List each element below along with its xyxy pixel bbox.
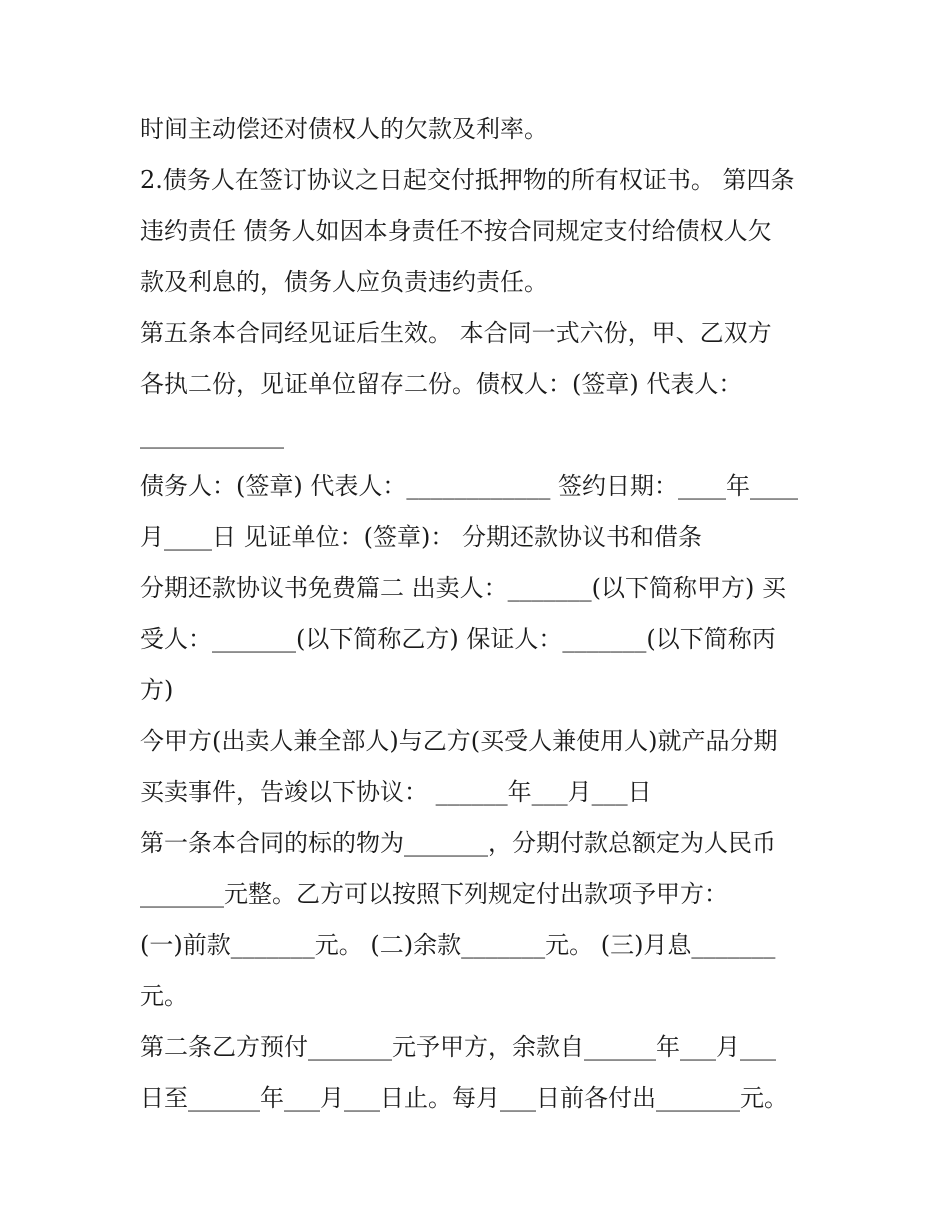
text-line: 买卖事件，告竣以下协议： ______年___月___日 bbox=[140, 778, 652, 806]
text-line: 各执二份，见证单位留存二份。债权人：(签章) 代表人： bbox=[140, 370, 743, 398]
text-line: 2.债务人在签订协议之日起交付抵押物的所有权证书。 第四条 bbox=[140, 166, 795, 194]
text-line: _______元整。乙方可以按照下列规定付出款项予甲方： bbox=[140, 880, 728, 908]
document-body bbox=[140, 104, 810, 1124]
text-line: 第二条乙方预付_______元予甲方，余款自______年___月___ bbox=[140, 1033, 776, 1061]
text-line: 月____日 见证单位：(签章)： 分期还款协议书和借条 bbox=[140, 523, 702, 551]
text-line: 债务人：(签章) 代表人：____________ 签约日期：____年____ bbox=[140, 472, 798, 500]
text-line: 方) bbox=[140, 676, 174, 704]
text-line: 元。 bbox=[140, 982, 188, 1010]
text-line: 第五条本合同经见证后生效。 本合同一式六份，甲、乙双方 bbox=[140, 319, 772, 347]
text-line: 时间主动偿还对债权人的欠款及利率。 bbox=[140, 115, 548, 143]
text-line: 日至______年___月___日止。每月___日前各付出_______元。 bbox=[140, 1084, 788, 1112]
text-line: 受人：_______(以下简称乙方) 保证人：_______(以下简称丙 bbox=[140, 625, 776, 653]
signature-blank-line: ____________ bbox=[140, 421, 284, 449]
text-line: 第一条本合同的标的物为_______，分期付款总额定为人民币 bbox=[140, 829, 776, 857]
text-line: (一)前款_______元。 (二)余款_______元。 (三)月息_______ bbox=[140, 931, 776, 959]
text-line: 分期还款协议书免费篇二 出卖人：_______(以下简称甲方) 买 bbox=[140, 574, 786, 602]
text-line: 款及利息的，债务人应负责违约责任。 bbox=[140, 268, 548, 296]
text-line: 违约责任 债务人如因本身责任不按合同规定支付给债权人欠 bbox=[140, 217, 772, 245]
text-line: 今甲方(出卖人兼全部人)与乙方(买受人兼使用人)就产品分期 bbox=[140, 727, 778, 755]
